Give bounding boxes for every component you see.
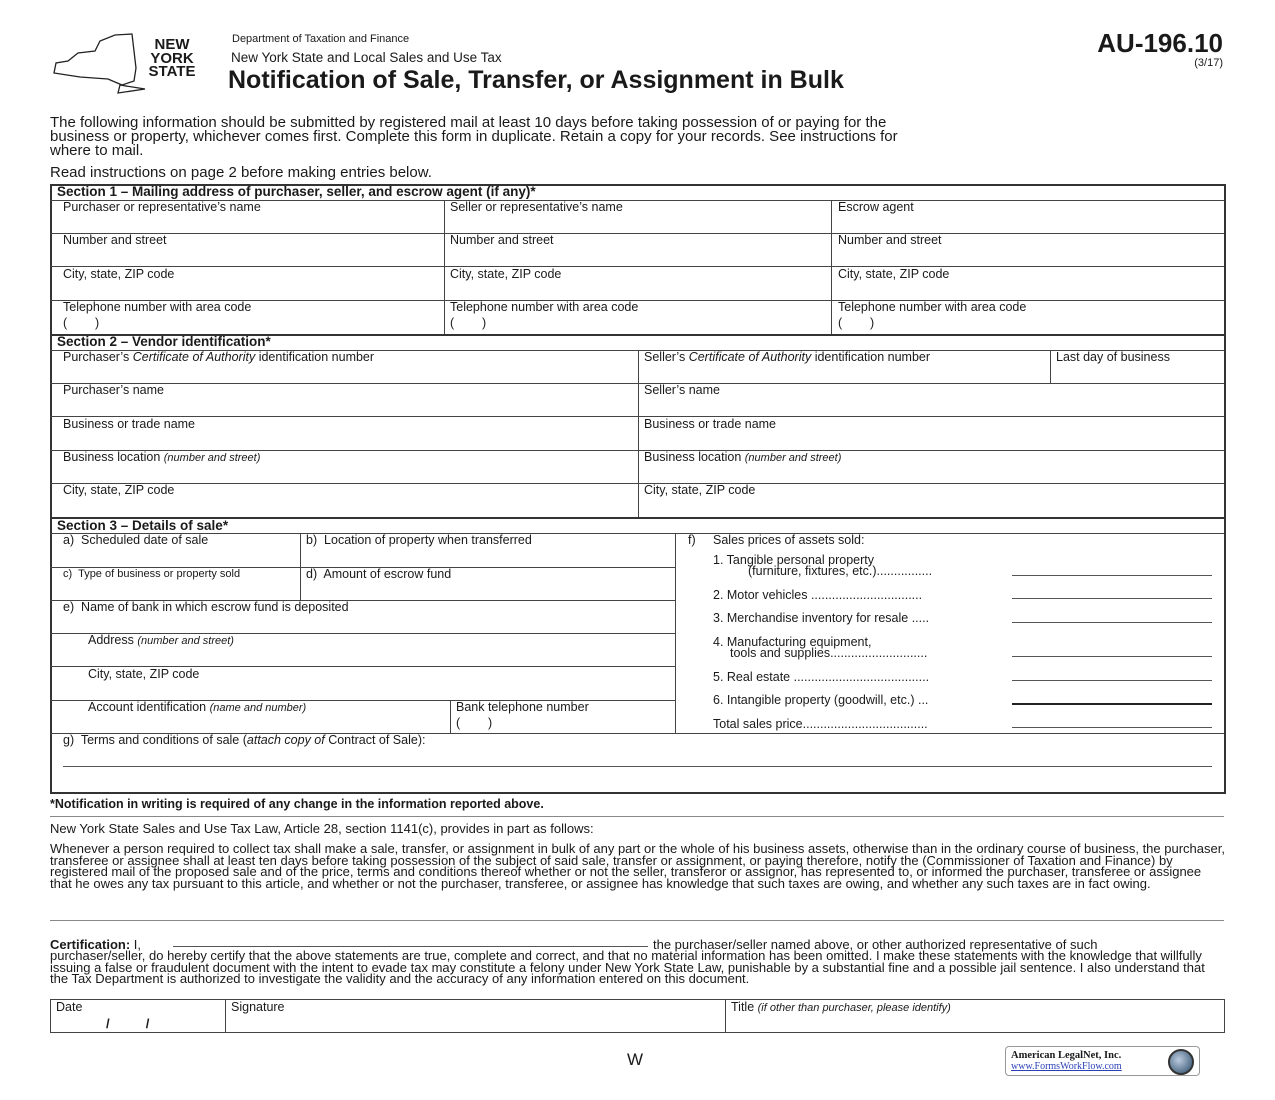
escrow-street-field[interactable]: Number and street xyxy=(838,233,942,247)
real-estate-amount[interactable] xyxy=(1012,680,1212,681)
purchaser-trade-name-field[interactable]: Business or trade name xyxy=(63,417,196,431)
read-instructions: Read instructions on page 2 before making entries below. xyxy=(50,164,432,181)
new-york-state-map-icon xyxy=(50,33,150,95)
seller-name-field[interactable]: Seller or representative’s name xyxy=(450,200,623,214)
date-field[interactable]: Date xyxy=(56,1000,83,1014)
globe-icon xyxy=(1168,1049,1194,1075)
purchaser-certificate-field[interactable] xyxy=(63,350,374,364)
label-note: (if other than purchaser, please identify) xyxy=(757,1002,951,1014)
purchaser-location-field[interactable] xyxy=(63,450,260,464)
escrow-amount-field[interactable]: d) Amount of escrow fund xyxy=(306,567,452,581)
bank-city-field[interactable]: City, state, ZIP code xyxy=(88,667,200,681)
asset-label: 2. Motor vehicles ................................ xyxy=(713,588,923,602)
label-part: Purchaser’s xyxy=(63,350,133,364)
purchaser-city-field[interactable]: City, state, ZIP code xyxy=(63,267,175,281)
bank-phone-field[interactable]: Bank telephone number xyxy=(456,700,589,714)
tangible-property-amount[interactable] xyxy=(1012,575,1212,576)
seller-street-field[interactable]: Number and street xyxy=(450,233,554,247)
label-note: (number and street) xyxy=(744,452,842,464)
badge-url[interactable]: www.FormsWorkFlow.com xyxy=(1011,1061,1122,1072)
property-location-field[interactable]: b) Location of property when transferred xyxy=(306,533,532,547)
terms-field[interactable] xyxy=(63,766,1212,767)
seller-name-s2-field[interactable]: Seller’s name xyxy=(644,383,720,397)
form-subtitle: New York State and Local Sales and Use Tax xyxy=(231,50,502,65)
label-part: identification number xyxy=(255,350,375,364)
bank-phone-area: ( ) xyxy=(456,716,493,730)
legalnet-badge[interactable] xyxy=(1005,1046,1200,1076)
account-id-field[interactable] xyxy=(88,700,306,714)
law-text: Whenever a person required to collect tax shall make a sale, transfer, or assignment in bulk of any part or the whole of his business assets, otherwise than in the ordinary course of business, the purchaser, transferee or assignee shall at least ten days before taking possession of the subject of said sale, transfer or assignment, or paying therefore, notify the (Commissioner of Taxation and Finance) by registered mail of the proposed sale and of the price, terms and conditions thereof whether or not the seller, transferor or assignor, has represented to, or informed the purchaser, transferee or assignee that he owes any tax pursuant to this article, and whether or not the purchaser, transferee, or assignee has knowledge that such taxes are owing, and whether any such taxes are in fact owing. xyxy=(50,841,1225,892)
total-sales-price-amount[interactable] xyxy=(1012,727,1212,728)
purchaser-phone-field[interactable]: Telephone number with area code xyxy=(63,300,252,314)
department-name: Department of Taxation and Finance xyxy=(232,33,410,45)
purchaser-phone-area: ( ) xyxy=(63,316,100,330)
escrow-phone-area: ( ) xyxy=(838,316,875,330)
label-note: attach copy of xyxy=(246,733,325,747)
footer-mark: W xyxy=(627,1050,644,1069)
section-1-title: Section 1 – Mailing address of purchaser, seller, and escrow agent (if any)* xyxy=(57,184,536,199)
certification-text-2: purchaser/seller, do hereby certify that the above statements are true, complete and correct, and that no material information has been omitted. I make these statements with the knowledge that willfully issuing a false or fraudulent document with the intent to evade tax may constitute a felony under New York State Law, punishable by a substantial fine and a possible jail sentence. I also understand that the Tax Department is authorized to investigate the validity and the accuracy of any information entered on this document. xyxy=(50,948,1205,987)
label-part: Business location xyxy=(644,450,745,464)
intro-line-2: business or property, whichever comes first. Complete this form in duplicate. Retain a copy for your records. See instructions for xyxy=(50,128,898,145)
label-part: Seller’s xyxy=(644,350,689,364)
purchaser-name-s2-field[interactable]: Purchaser’s name xyxy=(63,383,164,397)
form-title: Notification of Sale, Transfer, or Assignment in Bulk xyxy=(228,66,844,94)
label-part: Certificate of Authority xyxy=(688,350,812,364)
asset-label: Total sales price.................................... xyxy=(713,717,928,731)
escrow-phone-field[interactable]: Telephone number with area code xyxy=(838,300,1027,314)
change-notice: *Notification in writing is required of any change in the information reported above. xyxy=(50,797,544,811)
intro-line-1: The following information should be submitted by registered mail at least 10 days before taking possession of or paying for the xyxy=(50,114,887,131)
seller-phone-field[interactable]: Telephone number with area code xyxy=(450,300,639,314)
form-revision: (3/17) xyxy=(1194,57,1223,69)
section-3-title: Section 3 – Details of sale* xyxy=(57,518,229,533)
asset-label: 3. Merchandise inventory for resale ..... xyxy=(713,611,930,625)
sales-prices-title: Sales prices of assets sold: xyxy=(713,533,865,547)
seller-certificate-field[interactable] xyxy=(644,350,930,364)
seller-location-field[interactable] xyxy=(644,450,841,464)
business-type-field[interactable]: c) Type of business or property sold xyxy=(63,568,241,580)
asset-label: 1. Tangible personal property xyxy=(713,553,874,567)
section-2-title: Section 2 – Vendor identification* xyxy=(57,334,271,349)
label-note: (number and street) xyxy=(163,452,261,464)
label-note: (number and street) xyxy=(137,635,234,647)
seller-city-s2-field[interactable]: City, state, ZIP code xyxy=(644,483,756,497)
asset-label: 4. Manufacturing equipment, xyxy=(713,635,872,649)
date-slashes: / / xyxy=(106,1016,150,1031)
label-note: (name and number) xyxy=(209,702,307,714)
intro-line-3: where to mail. xyxy=(50,142,144,159)
seller-trade-name-field[interactable]: Business or trade name xyxy=(644,417,777,431)
state-logo-text: NEW YORK STATE xyxy=(148,36,196,80)
purchaser-city-s2-field[interactable]: City, state, ZIP code xyxy=(63,483,175,497)
signature-box xyxy=(50,999,1225,1033)
terms-label xyxy=(63,733,425,747)
purchaser-name-field[interactable]: Purchaser or representative’s name xyxy=(63,200,261,214)
label-part: I, xyxy=(130,937,142,952)
badge-name: American LegalNet, Inc. xyxy=(1011,1050,1122,1061)
label-part: Business location xyxy=(63,450,164,464)
label-part: Address xyxy=(88,633,138,647)
signature-field[interactable]: Signature xyxy=(231,1000,285,1014)
motor-vehicles-amount[interactable] xyxy=(1012,598,1212,599)
purchaser-street-field[interactable]: Number and street xyxy=(63,233,167,247)
certification-text-1: the purchaser/seller named above, or other authorized representative of such xyxy=(653,937,1098,952)
bank-name-field[interactable]: e) Name of bank in which escrow fund is deposited xyxy=(63,600,349,614)
seller-phone-area: ( ) xyxy=(450,316,487,330)
escrow-agent-field[interactable]: Escrow agent xyxy=(838,200,914,214)
merchandise-amount[interactable] xyxy=(1012,622,1212,623)
seller-city-field[interactable]: City, state, ZIP code xyxy=(450,267,562,281)
asset-label: (furniture, fixtures, etc.)................ xyxy=(748,564,933,578)
asset-label: tools and supplies............................ xyxy=(730,646,928,660)
law-intro: New York State Sales and Use Tax Law, Article 28, section 1141(c), provides in part as follows: xyxy=(50,821,594,836)
bank-address-field[interactable] xyxy=(88,633,234,647)
f-marker: f) xyxy=(688,533,696,547)
certifier-name-field[interactable] xyxy=(173,946,648,947)
asset-label: 6. Intangible property (goodwill, etc.) ... xyxy=(713,693,929,707)
form-number: AU-196.10 xyxy=(1097,28,1223,58)
label-part: Title xyxy=(731,1000,758,1014)
label-part: Contract of Sale): xyxy=(324,733,426,747)
label-part: g) Terms and conditions of sale ( xyxy=(63,733,247,747)
certification-label: Certification: xyxy=(50,937,131,952)
asset-label: 5. Real estate ....................................... xyxy=(713,670,930,684)
title-field[interactable] xyxy=(731,1000,951,1014)
manufacturing-amount[interactable] xyxy=(1012,656,1212,657)
scheduled-date-field[interactable]: a) Scheduled date of sale xyxy=(63,533,209,547)
last-day-of-business-field[interactable]: Last day of business xyxy=(1056,350,1170,364)
label-part: Certificate of Authority xyxy=(132,350,256,364)
label-part: identification number xyxy=(811,350,931,364)
intangible-amount[interactable] xyxy=(1012,703,1212,705)
escrow-city-field[interactable]: City, state, ZIP code xyxy=(838,267,950,281)
label-part: Account identification xyxy=(88,700,210,714)
